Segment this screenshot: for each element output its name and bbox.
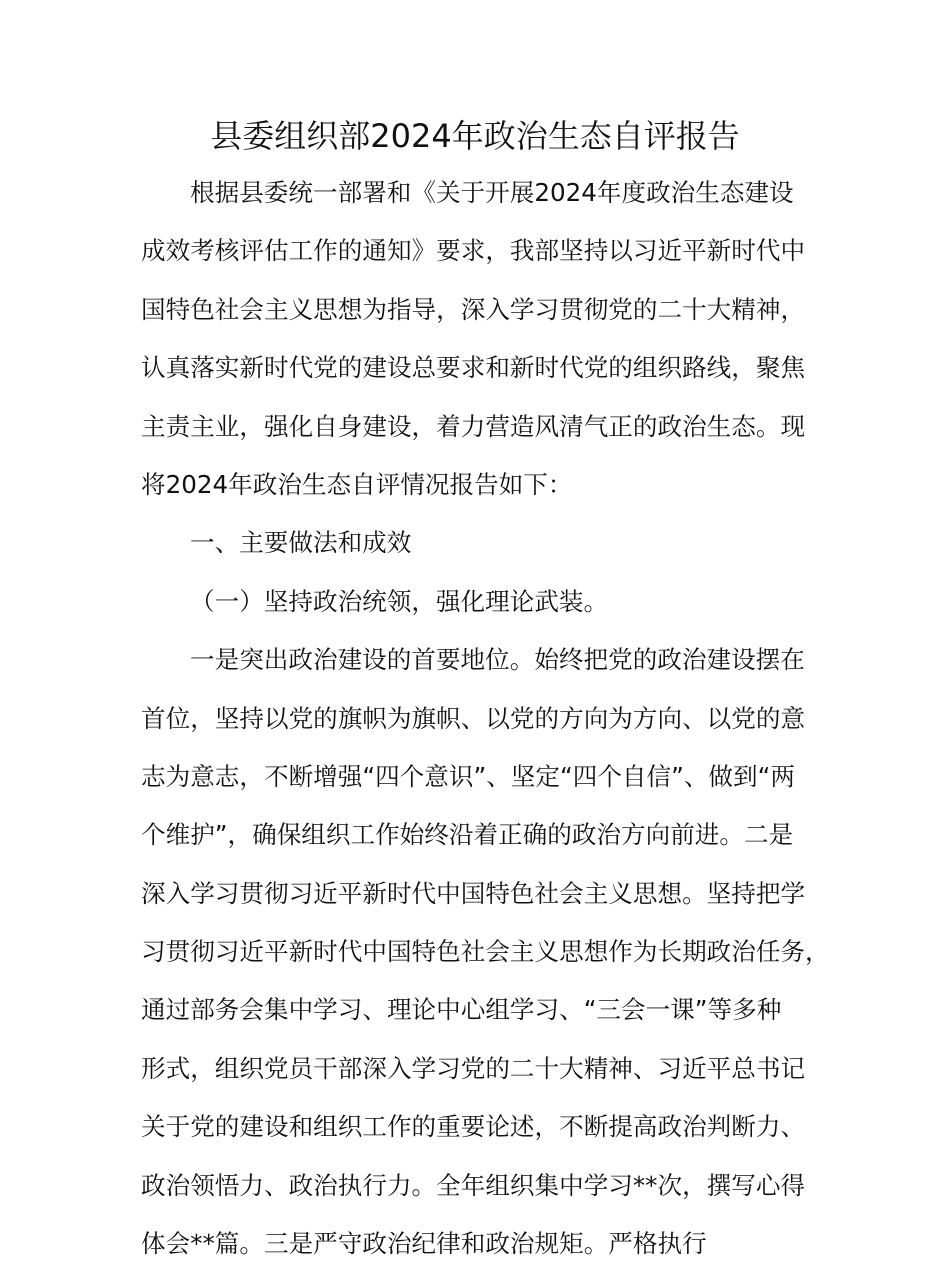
paragraph-line: 体会**篇。三是严守政治纪律和政治规矩。严格执行 (141, 1229, 707, 1259)
paragraph-line: 将2024年政治生态自评情况报告如下： (141, 469, 573, 499)
section-heading: 一、主要做法和成效 (190, 528, 412, 558)
paragraph-line: 主责主业，强化自身建设，着力营造风清气正的政治生态。现 (141, 411, 806, 441)
paragraph-line: 根据县委统一部署和《关于开展2024年度政治生态建设 (190, 178, 794, 207)
subsection-heading: （一）坚持政治统领，强化理论武装。 (190, 586, 609, 616)
paragraph-line: 习贯彻习近平新时代中国特色社会主义思想作为长期政治任务， (141, 937, 830, 967)
paragraph-line: 成效考核评估工作的通知》要求，我部坚持以习近平新时代中 (141, 236, 806, 266)
paragraph-line: 政治领悟力、政治执行力。全年组织集中学习**次，撰写心得 (141, 1170, 806, 1200)
paragraph-line: 深入学习贯彻习近平新时代中国特色社会主义思想。坚持把学 (141, 878, 806, 908)
paragraph-line: 认真落实新时代党的建设总要求和新时代党的组织路线，聚焦 (141, 353, 806, 383)
paragraph-line: 形式，组织党员干部深入学习党的二十大精神、习近平总书记 (141, 1053, 806, 1083)
paragraph-line: 个维护”，确保组织工作始终沿着正确的政治方向前进。二是 (141, 820, 794, 850)
paragraph-line: 国特色社会主义思想为指导，深入学习贯彻党的二十大精神， (141, 294, 806, 324)
paragraph-line: 首位，坚持以党的旗帜为旗帜、以党的方向为方向、以党的意 (141, 703, 806, 733)
document-body (141, 164, 830, 1273)
paragraph-line: 一是突出政治建设的首要地位。始终把党的政治建设摆在 (190, 645, 805, 675)
paragraph-line: 志为意志，不断增强“四个意识”、坚定“四个自信”、做到“两 (141, 761, 795, 791)
paragraph-line: 通过部务会集中学习、理论中心组学习、“三会一课”等多种 (141, 995, 782, 1025)
document-title: 县委组织部2024年政治生态自评报告 (210, 117, 740, 155)
paragraph-line: 关于党的建设和组织工作的重要论述，不断提高政治判断力、 (141, 1112, 806, 1142)
